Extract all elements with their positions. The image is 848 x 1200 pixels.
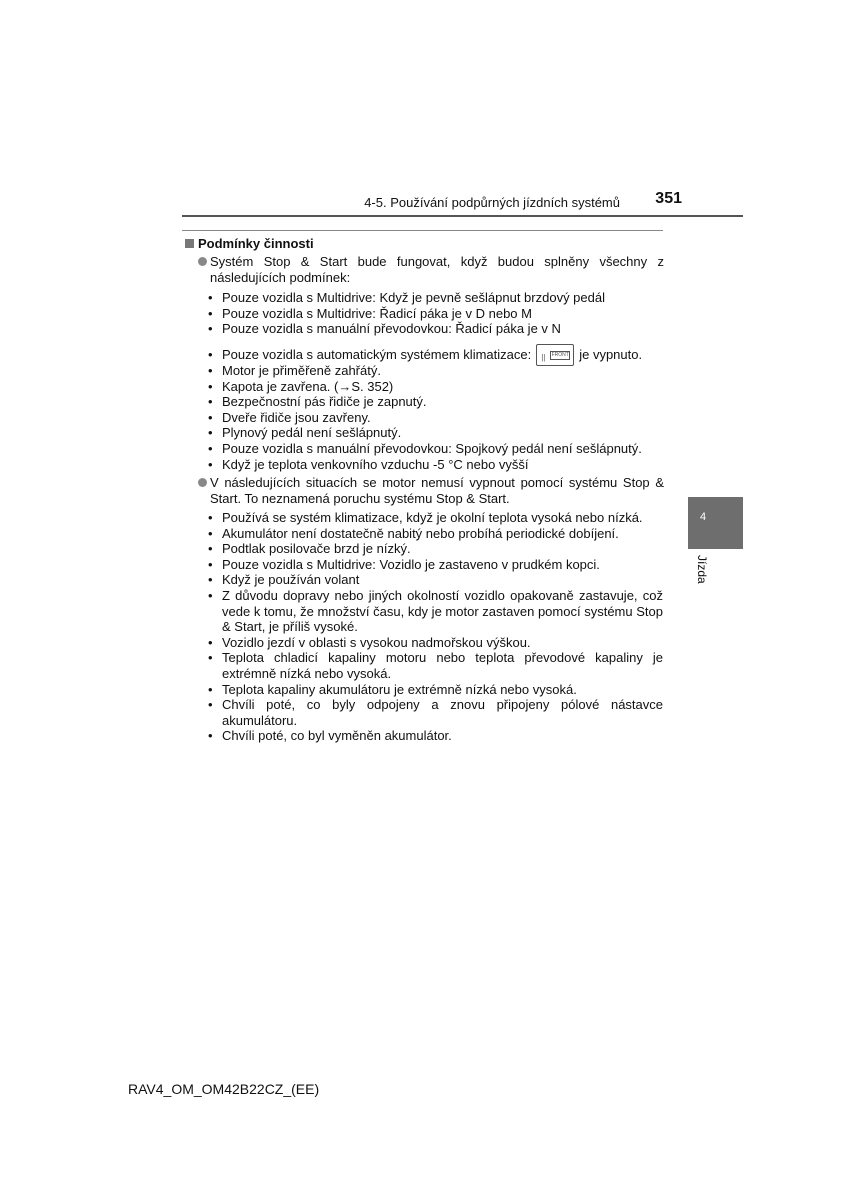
list-item-text: Z důvodu dopravy nebo jiných okolností vozidlo opakovaně zastavuje, což vede k tomu, že množství času, kdy je motor zastaven pomocí systému Stop & Start, je příliš vysoké.: [222, 587, 663, 635]
list-item: [207, 425, 663, 441]
list-item: [207, 572, 663, 588]
list-item-text: Používá se systém klimatizace, když je okolní teplota vysoká nebo nízká.: [222, 510, 643, 525]
aircon-text-before: Pouze vozidla s automatickým systémem klimatizace:: [222, 347, 532, 363]
aircon-text-after: je vypnuto.: [579, 347, 643, 363]
chapter-tab: [688, 497, 743, 549]
bullet-dot: •: [208, 409, 213, 425]
circle-item-text: Systém Stop & Start bude fungovat, když budou splněny všechny z následujících podmínek:: [210, 254, 664, 285]
list-item-text: Motor je přiměřeně zahřátý.: [222, 363, 381, 378]
list-item-text: Když je teplota venkovního vzduchu -5 °C nebo vyšší: [222, 456, 529, 472]
circle-bullet-icon: [198, 478, 207, 487]
bullet-dot: •: [208, 378, 213, 394]
list-item-text: Pouze vozidla s manuální převodovkou: Spojkový pedál není sešlápnutý.: [222, 440, 642, 456]
bullet-dot: •: [208, 290, 213, 305]
bullet-dot: •: [208, 440, 213, 456]
bullet-dot: •: [208, 572, 213, 588]
bullet-dot: •: [208, 305, 213, 321]
circle-item-text: V následujících situacích se motor nemusí vypnout pomocí systému Stop & Start. To neznamená poruchu systému Stop & Start.: [210, 475, 664, 506]
list-item-text: Plynový pedál není sešlápnutý.: [222, 425, 402, 441]
circle-bullet-icon: [198, 257, 207, 266]
list-item-text: Teplota chladicí kapaliny motoru nebo teplota převodové kapaliny je extrémně nízká nebo vysoká.: [222, 650, 663, 681]
list-item-text: Kapota je zavřena. (→S. 352): [222, 378, 394, 394]
list-item-text: Pouze vozidla s manuální převodovkou: Řadicí páka je v N: [222, 321, 561, 337]
bullet-dot: •: [208, 541, 213, 557]
list-item: [207, 457, 663, 473]
bullet-dot: •: [208, 363, 213, 378]
list-item: [207, 363, 663, 379]
list-item-text: Pouze vozidla s Multidrive: Když je pevně sešlápnut brzdový pedál: [222, 290, 605, 305]
list-item-text: Když je používán volant: [222, 572, 360, 588]
list-item: [207, 321, 663, 337]
bullet-dot: •: [208, 394, 213, 410]
list-item: [207, 510, 663, 526]
bullet-dot: •: [208, 697, 213, 713]
section-heading-text: Podmínky činnosti: [198, 236, 314, 251]
content-rule: [182, 230, 663, 231]
bullet-dot: •: [208, 347, 213, 363]
list-item: [207, 697, 663, 728]
bullet-dot: •: [208, 525, 213, 541]
chapter-label: [693, 555, 711, 595]
situations-list: [207, 510, 663, 744]
list-item-text: Akumulátor není dostatečně nabitý nebo probíhá periodické dobíjení.: [222, 525, 619, 541]
list-item-text: Chvíli poté, co byly odpojeny a znovu připojeny pólové nástavce akumulátoru.: [222, 697, 663, 728]
list-item: [207, 379, 663, 395]
chapter-label-text: Jízda: [695, 555, 709, 584]
bullet-dot: •: [208, 456, 213, 472]
list-item: [207, 635, 663, 651]
bullet-dot: •: [208, 556, 213, 572]
square-bullet-icon: [185, 239, 194, 248]
list-item: [207, 290, 663, 306]
bullet-dot: •: [208, 681, 213, 697]
circle-item-1: [198, 254, 664, 285]
list-item-text: Pouze vozidla s Multidrive: Vozidlo je zastaveno v prudkém kopci.: [222, 556, 600, 572]
conditions-list-b: [207, 363, 663, 472]
bullet-dot: •: [208, 728, 213, 744]
bullet-dot: •: [208, 587, 213, 603]
list-item: [207, 650, 663, 681]
circle-item-2: [198, 475, 664, 506]
list-item-text: Podtlak posilovače brzd je nízký.: [222, 541, 411, 557]
list-item: [207, 682, 663, 698]
list-item: [207, 541, 663, 557]
list-item: [207, 441, 663, 457]
list-item: [207, 410, 663, 426]
list-item: [207, 526, 663, 542]
conditions-list-a: [207, 290, 663, 337]
list-item: [207, 557, 663, 573]
bullet-dot: •: [208, 634, 213, 650]
header-section-title: 4-5. Používání podpůrných jízdních systémů: [364, 195, 620, 210]
list-item-text: Bezpečnostní pás řidiče je zapnutý.: [222, 394, 427, 410]
bullet-dot: •: [208, 510, 213, 525]
chapter-tab-number: 4: [699, 511, 707, 523]
front-label: FRONT: [551, 352, 569, 358]
list-item-text: Teplota kapaliny akumulátoru je extrémně nízká nebo vysoká.: [222, 681, 577, 697]
bullet-dot: •: [208, 425, 213, 441]
list-item-text: Dveře řidiče jsou zavřeny.: [222, 409, 371, 425]
list-item: [207, 728, 663, 744]
list-item: [207, 394, 663, 410]
section-heading: [185, 236, 314, 251]
page-number: 351: [655, 190, 682, 207]
header-rule: [182, 215, 743, 217]
bullet-dot: •: [208, 321, 213, 337]
list-item-text: Vozidlo jezdí v oblasti s vysokou nadmořskou výškou.: [222, 634, 531, 650]
bullet-dot: •: [208, 650, 213, 666]
list-item: [207, 306, 663, 322]
list-item-text: Chvíli poté, co byl vyměněn akumulátor.: [222, 728, 452, 744]
footer-code: RAV4_OM_OM42B22CZ_(EE): [128, 1081, 320, 1097]
list-item: [207, 588, 663, 635]
list-item-text: Pouze vozidla s Multidrive: Řadicí páka je v D nebo M: [222, 305, 532, 321]
front-defroster-button-icon: || FRONT: [536, 344, 574, 366]
